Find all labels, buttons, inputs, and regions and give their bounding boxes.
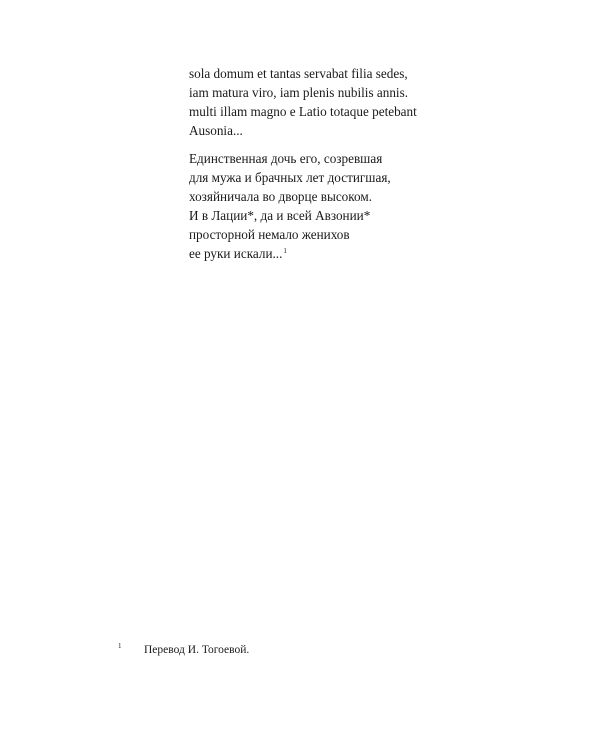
latin-line-4: Ausonia... (189, 123, 243, 138)
latin-line-3: multi illam magno e Latio totaque petebant (189, 104, 417, 119)
latin-line-2: iam matura viro, iam plenis nubilis annis. (189, 85, 409, 100)
russian-line-1: Единственная дочь его, созревшая (189, 151, 383, 166)
footnote-text: Перевод И. Тогоевой. (144, 644, 250, 656)
russian-line-4: И в Лации*, да и всей Авзонии* (189, 208, 371, 223)
russian-stanza (189, 149, 509, 263)
russian-line-3: хозяйничала во дворце высоком. (189, 189, 372, 204)
footnote-reference[interactable]: 1 (283, 246, 287, 255)
russian-line-2: для мужа и брачных лет достигшая, (189, 170, 391, 185)
russian-line-5: просторной немало женихов (189, 227, 350, 242)
latin-line-1: sola domum et tantas servabat filia sedes, (189, 66, 408, 81)
russian-line-6: ее руки искали... (189, 246, 283, 261)
footnote: 1 Перевод И. Тогоевой. (118, 642, 250, 656)
latin-stanza (189, 64, 509, 140)
russian-line-6-wrapper (189, 244, 509, 263)
